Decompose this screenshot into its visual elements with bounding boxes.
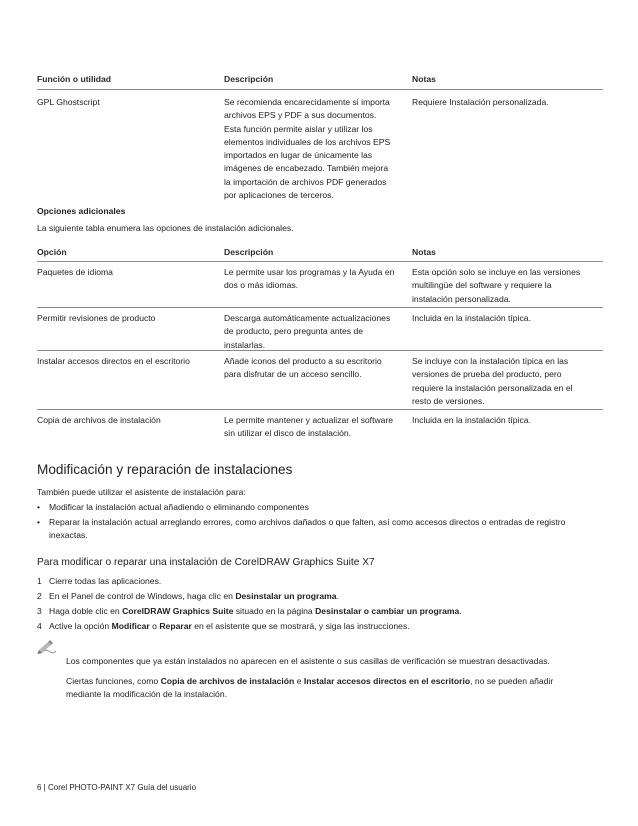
bullet-text bbox=[49, 516, 605, 543]
desc-line: Añade iconos del producto a su escritorio bbox=[224, 356, 382, 366]
note-line: , no se pueden añadir bbox=[470, 676, 554, 686]
notes-line: versiones de prueba del producto, pero bbox=[412, 369, 562, 380]
table-row-description bbox=[224, 96, 400, 202]
section-title-opciones: Opciones adicionales bbox=[37, 206, 126, 216]
table-row-name: GPL Ghostscript bbox=[37, 97, 100, 107]
table-header-notas: Notas bbox=[412, 74, 436, 84]
table-header-opcion: Opción bbox=[37, 247, 67, 257]
step-text: . bbox=[336, 591, 339, 601]
ui-term: Reparar bbox=[159, 621, 192, 631]
desc-line: Le permite mantener y actualizar el software bbox=[224, 415, 394, 425]
bullet-text: Modificar la instalación actual añadiendo o eliminando componentes bbox=[49, 502, 309, 512]
ui-term: Desinstalar o cambiar un programa bbox=[315, 606, 460, 616]
ui-term: Copia de archivos de instalación bbox=[160, 676, 295, 686]
table-row-name: Permitir revisiones de producto bbox=[37, 313, 156, 323]
step-text: o bbox=[149, 621, 160, 631]
bullet-icon: • bbox=[37, 502, 41, 512]
table-header-descripcion: Descripción bbox=[224, 74, 274, 84]
desc-line: archivos EPS y PDF a sus documentos. bbox=[224, 110, 377, 121]
section-heading: Modificación y reparación de instalaciones bbox=[37, 462, 293, 477]
ui-term: CorelDRAW Graphics Suite bbox=[122, 606, 234, 616]
table-row-name: Instalar accesos directos en el escritorio bbox=[37, 356, 190, 366]
desc-line: instalarlas. bbox=[224, 339, 266, 350]
table-row-notes: Incluida en la instalación típica. bbox=[412, 313, 531, 323]
section-intro-opciones: La siguiente tabla enumera las opciones de instalación adicionales. bbox=[37, 223, 294, 233]
step-text: . bbox=[459, 606, 462, 616]
ui-term: Desinstalar un programa bbox=[235, 591, 337, 601]
notes-line: requiere la instalación personalizada en el bbox=[412, 382, 573, 393]
desc-line: sin utilizar el disco de instalación. bbox=[224, 428, 352, 439]
desc-line: para disfrutar de un acceso sencillo. bbox=[224, 369, 362, 380]
desc-line: Descarga automáticamente actualizaciones bbox=[224, 313, 391, 323]
step-text: Cierre todas las aplicaciones. bbox=[49, 576, 162, 586]
table-row-description bbox=[224, 266, 400, 293]
desc-line: dos o más idiomas. bbox=[224, 280, 299, 291]
table-row-notes bbox=[412, 266, 602, 306]
step-number: 3 bbox=[37, 606, 42, 616]
table-header-funcion: Función o utilidad bbox=[37, 74, 111, 84]
note-line: mediante la modificación de la instalación. bbox=[66, 689, 227, 700]
table-row-description bbox=[224, 414, 400, 441]
desc-line: Esta función permite aislar y utilizar los bbox=[224, 123, 373, 134]
desc-line: imágenes de encabezado. También mejora bbox=[224, 163, 389, 174]
note-line: Ciertas funciones, como bbox=[66, 676, 161, 686]
desc-line: la importación de archivos PDF generados bbox=[224, 176, 387, 187]
table-divider bbox=[37, 409, 603, 410]
notes-line: resto de versiones. bbox=[412, 395, 485, 406]
step-text: situado en la página bbox=[233, 606, 316, 616]
desc-line: elementos individuales de los archivos EPS bbox=[224, 136, 391, 147]
step-number: 1 bbox=[37, 576, 42, 586]
step-text: Haga doble clic en bbox=[49, 606, 123, 616]
table-header-notas: Notas bbox=[412, 247, 436, 257]
table-divider bbox=[37, 307, 603, 308]
section-intro: También puede utilizar el asistente de instalación para: bbox=[37, 487, 246, 497]
ui-term: Instalar accesos directos en el escritorio bbox=[303, 676, 471, 686]
table-row-name: Paquetes de idioma bbox=[37, 267, 113, 277]
notes-line: Se incluye con la instalación típica en las bbox=[412, 356, 569, 366]
desc-line: de producto, pero pregunta antes de bbox=[224, 326, 364, 337]
desc-line: importados en lugar de únicamente las bbox=[224, 150, 373, 161]
table-divider bbox=[37, 350, 603, 351]
table-divider bbox=[37, 89, 603, 90]
note-text bbox=[66, 675, 606, 702]
page-footer: 6 | Corel PHOTO-PAINT X7 Guía del usuario bbox=[37, 783, 197, 792]
note-line: e bbox=[294, 676, 304, 686]
note-pencil-icon bbox=[36, 639, 58, 655]
desc-line: Se recomienda encarecidamente si importa bbox=[224, 97, 390, 107]
bullet-icon: • bbox=[37, 517, 41, 527]
table-row-notes bbox=[412, 355, 602, 408]
note-text: Los componentes que ya están instalados no aparecen en el asistente o sus casillas de verificación se muestran desactivadas. bbox=[66, 656, 550, 666]
ui-term: Modificar bbox=[111, 621, 150, 631]
step-text: en el asistente que se mostrará, y siga las instrucciones. bbox=[191, 621, 410, 631]
table-row-name: Copia de archivos de instalación bbox=[37, 415, 161, 425]
table-header-descripcion: Descripción bbox=[224, 247, 274, 257]
desc-line: Le permite usar los programas y la Ayuda en bbox=[224, 267, 395, 277]
step-number: 2 bbox=[37, 591, 42, 601]
step-text: En el Panel de control de Windows, haga clic en bbox=[49, 591, 236, 601]
table-row-notes: Incluida en la instalación típica. bbox=[412, 415, 531, 425]
table-row-description bbox=[224, 312, 400, 352]
procedure-heading: Para modificar o reparar una instalación de CorelDRAW Graphics Suite X7 bbox=[37, 557, 375, 568]
table-row-notes: Requiere Instalación personalizada. bbox=[412, 97, 549, 107]
step-text: Active la opción bbox=[49, 621, 112, 631]
table-divider bbox=[37, 261, 603, 262]
bullet-line: inexactas. bbox=[49, 530, 88, 541]
notes-line: Esta opción solo se incluye en las versiones bbox=[412, 267, 581, 277]
notes-line: multilingüe del software y requiere la bbox=[412, 280, 552, 291]
step-number: 4 bbox=[37, 621, 42, 631]
desc-line: por aplicaciones de terceros. bbox=[224, 190, 334, 201]
notes-line: instalación personalizada. bbox=[412, 293, 511, 304]
bullet-line: Reparar la instalación actual arreglando errores, como archivos dañados o que falten, así como accesos directos o entradas de registro bbox=[49, 517, 566, 527]
table-row-description bbox=[224, 355, 400, 382]
